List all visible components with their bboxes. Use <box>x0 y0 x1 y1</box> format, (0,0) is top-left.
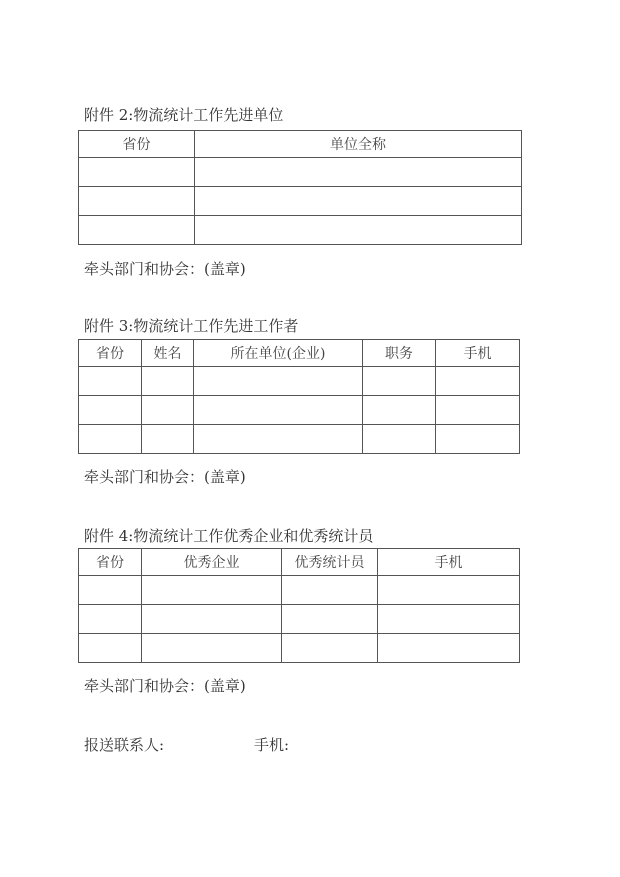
column-header: 省份 <box>79 549 142 576</box>
table-cell[interactable] <box>79 576 142 605</box>
table-cell[interactable] <box>142 605 282 634</box>
table-cell[interactable] <box>142 367 194 396</box>
column-header: 手机 <box>378 549 520 576</box>
table-cell[interactable] <box>436 425 520 454</box>
table-header-row <box>79 340 520 367</box>
annex2-table <box>78 130 522 245</box>
table-cell[interactable] <box>79 396 142 425</box>
contact-line <box>84 734 290 755</box>
column-header: 职务 <box>363 340 436 367</box>
table-cell[interactable] <box>195 216 522 245</box>
table-cell[interactable] <box>79 425 142 454</box>
table-header-row <box>79 549 520 576</box>
column-header: 省份 <box>79 340 142 367</box>
table-row <box>79 634 520 663</box>
table-cell[interactable] <box>79 187 195 216</box>
column-header: 姓名 <box>142 340 194 367</box>
column-header: 所在单位(企业) <box>194 340 363 367</box>
table-cell[interactable] <box>363 396 436 425</box>
table-cell[interactable] <box>195 187 522 216</box>
table-cell[interactable] <box>363 425 436 454</box>
table-cell[interactable] <box>79 605 142 634</box>
table-row <box>79 605 520 634</box>
table-cell[interactable] <box>142 634 282 663</box>
table-cell[interactable] <box>142 425 194 454</box>
table-cell[interactable] <box>194 367 363 396</box>
table-cell[interactable] <box>142 576 282 605</box>
annex4-stamp-line: 牵头部门和协会：(盖章) <box>84 677 246 695</box>
table-row <box>79 425 520 454</box>
table-cell[interactable] <box>79 367 142 396</box>
column-header: 手机 <box>436 340 520 367</box>
table-cell[interactable] <box>378 605 520 634</box>
table-row <box>79 367 520 396</box>
table-row <box>79 158 522 187</box>
column-header: 优秀统计员 <box>282 549 378 576</box>
column-header: 单位全称 <box>195 131 522 158</box>
table-row <box>79 187 522 216</box>
table-cell[interactable] <box>363 367 436 396</box>
annex2-stamp-line: 牵头部门和协会：(盖章) <box>84 260 246 278</box>
annex3-table <box>78 339 520 454</box>
table-row <box>79 576 520 605</box>
table-cell[interactable] <box>194 425 363 454</box>
table-cell[interactable] <box>142 396 194 425</box>
annex3-stamp-line: 牵头部门和协会：(盖章) <box>84 468 246 486</box>
table-header-row <box>79 131 522 158</box>
phone-label: 手机: <box>254 736 290 754</box>
table-cell[interactable] <box>378 576 520 605</box>
annex3-title: 附件 3:物流统计工作先进工作者 <box>84 317 299 335</box>
table-cell[interactable] <box>282 605 378 634</box>
table-row <box>79 396 520 425</box>
table-cell[interactable] <box>436 396 520 425</box>
table-row <box>79 216 522 245</box>
table-cell[interactable] <box>282 576 378 605</box>
table-cell[interactable] <box>79 634 142 663</box>
column-header: 优秀企业 <box>142 549 282 576</box>
table-cell[interactable] <box>282 634 378 663</box>
annex4-title: 附件 4:物流统计工作优秀企业和优秀统计员 <box>84 527 374 545</box>
annex4-table <box>78 548 520 663</box>
table-cell[interactable] <box>436 367 520 396</box>
table-cell[interactable] <box>378 634 520 663</box>
table-cell[interactable] <box>194 396 363 425</box>
annex2-title: 附件 2:物流统计工作先进单位 <box>84 106 284 124</box>
table-cell[interactable] <box>79 216 195 245</box>
reporter-label: 报送联系人: <box>84 736 165 754</box>
table-cell[interactable] <box>195 158 522 187</box>
table-cell[interactable] <box>79 158 195 187</box>
column-header: 省份 <box>79 131 195 158</box>
